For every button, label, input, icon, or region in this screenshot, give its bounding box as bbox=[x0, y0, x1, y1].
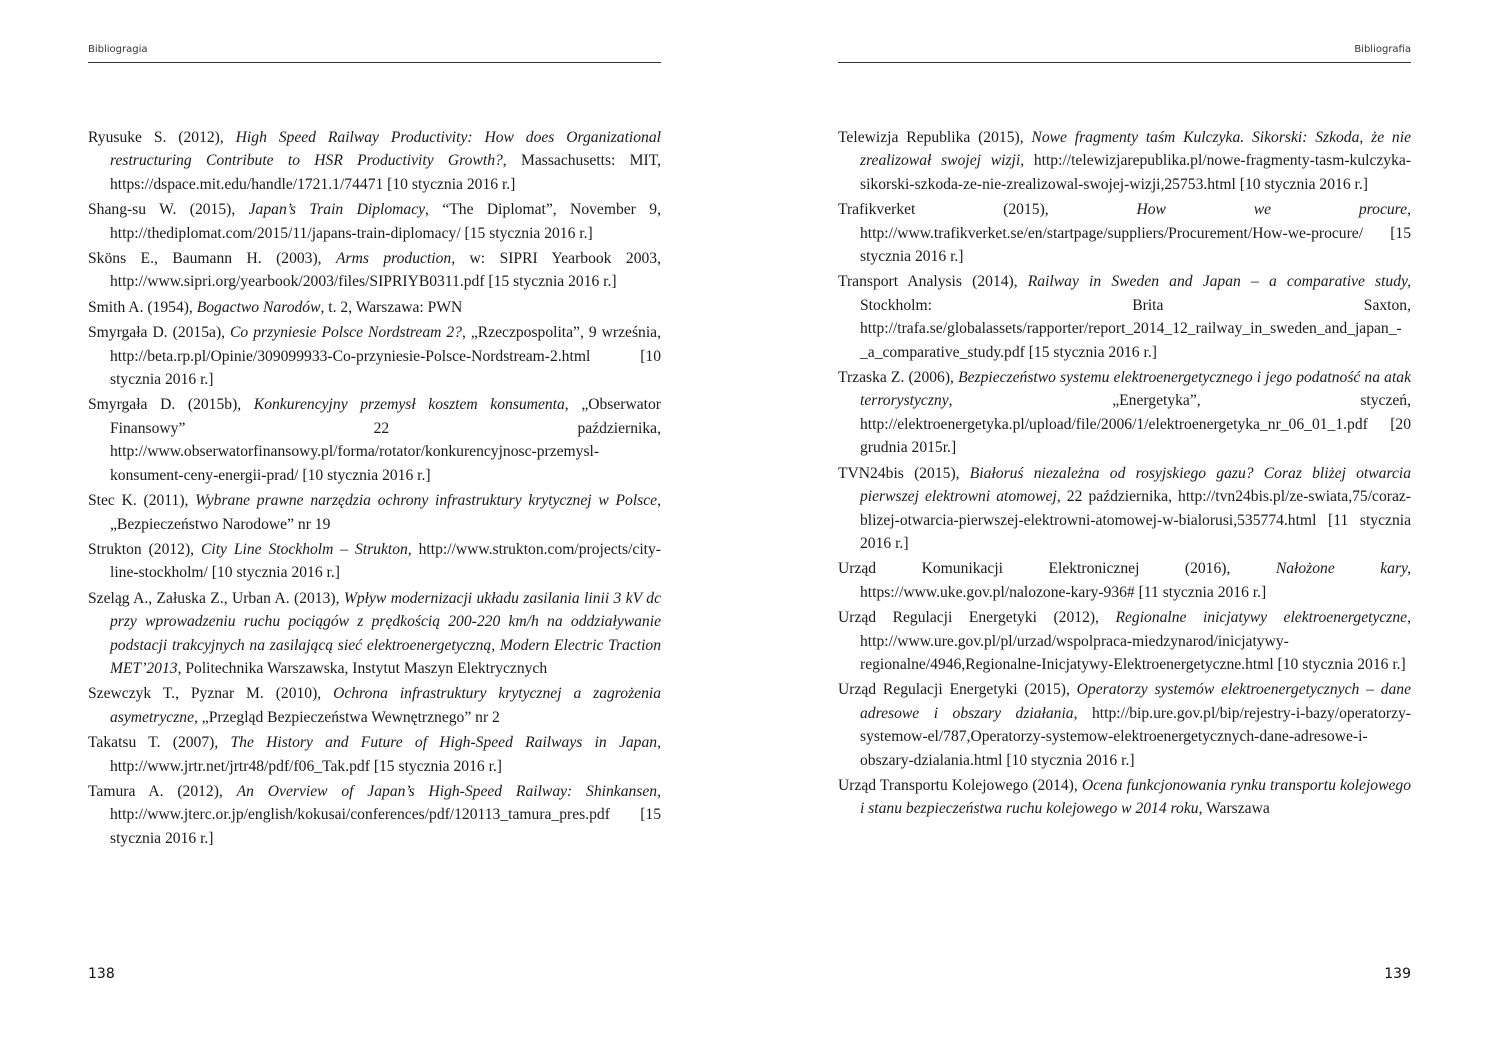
entry-title: Bezpieczeństwo systemu elektroenergetycznego i jego podatność na atak terrorystyczny bbox=[860, 369, 1411, 410]
entry-title: High Speed Railway Productivity: How does Organizational restructuring Contribute to HSR Productivity Growth? bbox=[110, 129, 661, 170]
bibliography-entry bbox=[88, 587, 661, 681]
bibliography-list-right bbox=[838, 126, 1411, 823]
entry-author-year: Smith A. (1954), bbox=[88, 298, 197, 316]
entry-author-year: Telewizja Republika (2015), bbox=[838, 129, 1032, 146]
page-number-right: 139 bbox=[1384, 966, 1411, 982]
entry-details: , Politechnika Warszawska, Instytut Maszyn Elektrycznych bbox=[177, 659, 548, 677]
entry-author-year: Szewczyk T., Pyznar M. (2010), bbox=[88, 685, 334, 703]
bibliography-entry bbox=[838, 270, 1411, 364]
entry-title: Arms production bbox=[336, 250, 452, 268]
entry-author-year: Stec K. (2011), bbox=[88, 492, 196, 510]
entry-details: , „Rzeczpospolita”, 9 września, http://beta.rp.pl/Opinie/309099933-Co-przyniesie-Polsce-Nordstream-2.html [10 stycznia 2016 r.] bbox=[110, 324, 661, 389]
entry-title: Regionalne inicjatywy elektroenergetyczne bbox=[1115, 609, 1408, 627]
entry-author-year: Trafikverket (2015), bbox=[838, 201, 1137, 219]
entry-author-year: Urząd Transportu Kolejowego (2014), bbox=[838, 776, 1082, 794]
entry-author-year: Szeląg A., Załuska Z., Urban A. (2013), bbox=[88, 589, 344, 607]
entry-details: , w: SIPRI Yearbook 2003, http://www.sipri.org/yearbook/2003/files/SIPRIYB0311.pdf [15 stycznia 2016 r.] bbox=[110, 250, 661, 291]
entry-title: Wpływ modernizacji układu zasilania linii 3 kV dc przy wprowadzeniu ruchu pociągów z prędkością 200-220 km/h na oddziaływanie podstacji trakcyjnych na zasilającą sieć elektroenergetyczną, Modern Electric Traction MET’2013 bbox=[110, 589, 661, 677]
running-header-left: Bibliogragia bbox=[88, 44, 661, 63]
entry-details: , t. 2, Warszawa: PWN bbox=[320, 298, 463, 316]
entry-title: Co przyniesie Polsce Nordstream 2? bbox=[230, 324, 462, 342]
bibliography-entry bbox=[838, 462, 1411, 556]
entry-author-year: Tamura A. (2012), bbox=[88, 782, 237, 800]
entry-details: , „Przegląd Bezpieczeństwa Wewnętrznego” nr 2 bbox=[194, 708, 500, 726]
entry-title: Bogactwo Narodów bbox=[196, 298, 321, 316]
entry-details: , http://www.jrtr.net/jrtr48/pdf/f06_Tak.pdf [15 stycznia 2016 r.] bbox=[110, 734, 661, 775]
bibliography-entry bbox=[838, 198, 1411, 268]
entry-author-year: Transport Analysis (2014), bbox=[838, 273, 1028, 291]
entry-details: Stockholm: Brita Saxton, http://trafa.se/globalassets/rapporter/report_2014_12_railway_in_sweden_and_japan_-_a_comparative_study.pdf [15 stycznia 2016 r.] bbox=[860, 296, 1411, 361]
entry-title: City Line Stockholm – Strukton, bbox=[200, 540, 412, 558]
bibliography-entry bbox=[88, 780, 661, 850]
bibliography-entry bbox=[88, 247, 661, 294]
bibliography-entry bbox=[838, 126, 1411, 196]
entry-author-year: TVN24bis (2015), bbox=[838, 464, 970, 482]
bibliography-entry bbox=[88, 538, 661, 585]
bibliography-entry bbox=[88, 682, 661, 729]
bibliography-entry bbox=[88, 126, 661, 196]
entry-title: How we procure bbox=[1136, 201, 1408, 219]
bibliography-entry bbox=[838, 774, 1411, 821]
entry-details: , http://www.ure.gov.pl/pl/urzad/wspolpraca-miedzynarod/inicjatywy-regionalne/4946,Regionalne-Inicjatywy-Elektroenergetyczne.html [10 stycznia 2016 r.] bbox=[860, 609, 1411, 673]
entry-author-year: Smyrgała D. (2015a), bbox=[88, 324, 231, 342]
running-header-right: Bibliografia bbox=[838, 44, 1411, 63]
bibliography-entry bbox=[838, 678, 1411, 772]
bibliography-entry bbox=[88, 321, 661, 391]
entry-author-year: Urząd Komunikacji Elektronicznej (2016), bbox=[838, 560, 1276, 578]
entry-details: , Warszawa bbox=[1198, 800, 1270, 818]
entry-author-year: Ryusuke S. (2012), bbox=[88, 129, 236, 146]
entry-title: Ocena funkcjonowania rynku transportu kolejowego i stanu bezpieczeństwa ruchu kolejowego w 2014 roku bbox=[860, 776, 1411, 818]
entry-details: , „Obserwator Finansowy” 22 października, http://www.obserwatorfinansowy.pl/forma/rotator/konkurencyjnosc-przemysl-konsument-ceny-energii-prad/ [10 stycznia 2016 r.] bbox=[110, 396, 661, 484]
bibliography-entry bbox=[88, 198, 661, 245]
entry-author-year: Smyrgała D. (2015b), bbox=[88, 396, 254, 414]
entry-author-year: Urząd Regulacji Energetyki (2015), bbox=[838, 681, 1077, 699]
bibliography-entry bbox=[88, 489, 661, 536]
entry-author-year: Trzaska Z. (2006), bbox=[838, 369, 959, 387]
bibliography-entry bbox=[838, 606, 1411, 676]
entry-title: Wybrane prawne narzędzia ochrony infrastruktury krytycznej w Polsce bbox=[195, 492, 658, 510]
entry-details: , Massachusetts: MIT, https://dspace.mit.edu/handle/1721.1/74471 [10 stycznia 2016 r.] bbox=[110, 152, 661, 193]
entry-details: , http://telewizjarepublika.pl/nowe-fragmenty-tasm-kulczyka-sikorski-szkoda-ze-nie-zrealizowal-swojej-wizji,25753.html [10 stycznia 2016 r.] bbox=[860, 152, 1411, 193]
entry-author-year: Urząd Regulacji Energetyki (2012), bbox=[838, 609, 1116, 627]
entry-details: https://www.uke.gov.pl/nalozone-kary-936# [11 stycznia 2016 r.] bbox=[860, 583, 1267, 601]
entry-title: Nałożone kary, bbox=[1275, 560, 1412, 578]
entry-details: , 22 października, http://tvn24bis.pl/ze-swiata,75/coraz-blizej-otwarcia-pierwszej-elektrowni-atomowej-w-bialorusi,535774.html [11 stycznia 2016 r.] bbox=[860, 488, 1412, 552]
entry-title: The History and Future of High-Speed Railways in Japan bbox=[230, 734, 658, 752]
bibliography-list-left bbox=[88, 126, 661, 852]
bibliography-entry bbox=[88, 731, 661, 778]
bibliography-entry bbox=[838, 557, 1411, 604]
entry-details: http://www.jterc.or.jp/english/kokusai/conferences/pdf/120113_tamura_pres.pdf [15 stycznia 2016 r.] bbox=[110, 806, 661, 847]
entry-details: , „Energetyka”, styczeń, http://elektroenergetyka.pl/upload/file/2006/1/elektroenergetyka_nr_06_01_1.pdf [20 grudnia 2015r.] bbox=[860, 392, 1411, 457]
entry-author-year: Shang-su W. (2015), bbox=[88, 201, 249, 219]
right-page bbox=[838, 0, 1411, 1058]
entry-title: An Overview of Japan’s High-Speed Railway: Shinkansen, bbox=[236, 782, 661, 800]
entry-title: Ochrona infrastruktury krytycznej a zagrożenia asymetryczne bbox=[110, 685, 661, 726]
entry-author-year: Sköns E., Baumann H. (2003), bbox=[88, 250, 336, 268]
bibliography-entry bbox=[88, 296, 661, 319]
entry-details: , http://www.trafikverket.se/en/startpage/suppliers/Procurement/How-we-procure/ [15 stycznia 2016 r.] bbox=[860, 201, 1411, 266]
entry-details: , http://bip.ure.gov.pl/bip/rejestry-i-bazy/operatorzy-systemow-el/787,Operatorzy-systemow-elektroenergetycznych-dane-adresowe-i-obszary-dzialania.html [10 stycznia 2016 r.] bbox=[860, 704, 1411, 769]
entry-title: Japan’s Train Diplomacy bbox=[248, 201, 426, 219]
left-page bbox=[88, 0, 661, 1058]
entry-title: Railway in Sweden and Japan – a comparative study, bbox=[1027, 273, 1411, 291]
entry-author-year: Strukton (2012), bbox=[88, 540, 201, 558]
entry-details: , “The Diplomat”, November 9, http://thediplomat.com/2015/11/japans-train-diplomacy/ [15 stycznia 2016 r.] bbox=[110, 201, 661, 242]
entry-title: Nowe fragmenty taśm Kulczyka. Sikorski: Szkoda, że nie zrealizował swojej wizji bbox=[860, 129, 1411, 170]
bibliography-entry bbox=[838, 366, 1411, 460]
entry-title: Operatorzy systemów elektroenergetycznych – dane adresowe i obszary działania bbox=[860, 681, 1412, 722]
entry-title: Konkurencyjny przemysł kosztem konsumenta bbox=[253, 396, 565, 414]
bibliography-entry bbox=[88, 393, 661, 487]
page-number-left: 138 bbox=[88, 966, 115, 982]
entry-author-year: Takatsu T. (2007), bbox=[88, 734, 231, 752]
entry-details: , „Bezpieczeństwo Narodowe” nr 19 bbox=[110, 492, 661, 533]
entry-title: Białoruś niezależna od rosyjskiego gazu? Coraz bliżej otwarcia pierwszej elektrowni atomowej bbox=[860, 464, 1412, 506]
entry-details: http://www.strukton.com/projects/city-line-stockholm/ [10 stycznia 2016 r.] bbox=[110, 540, 661, 582]
